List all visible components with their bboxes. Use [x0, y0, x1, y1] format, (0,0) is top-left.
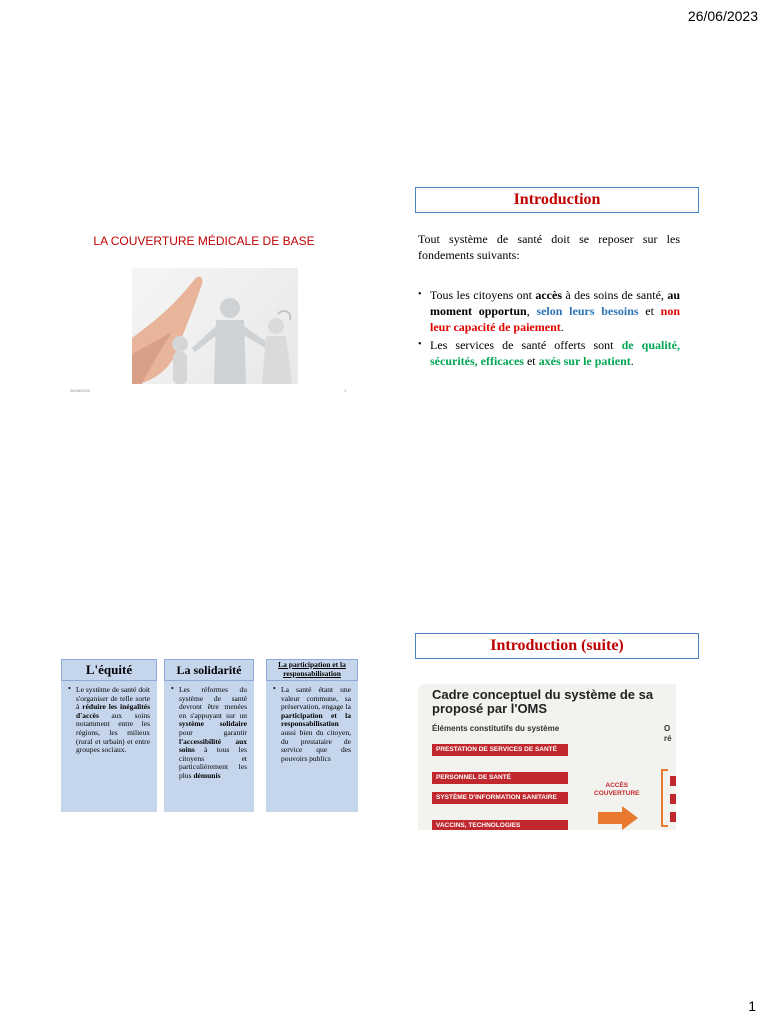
figure-subtitle: Éléments constitutifs du système — [432, 724, 560, 733]
slide2-bullet-list — [418, 287, 680, 369]
column-solidarity-title: La solidarité — [164, 659, 254, 681]
figure-access-label: ACCÈS COUVERTURE — [594, 782, 640, 797]
slide2-title: Introduction — [415, 187, 699, 213]
who-framework-figure — [418, 684, 676, 830]
figure-item-vaccines-technologies: VACCINS, TECHNOLOGIES — [432, 820, 568, 830]
slide2-intro: Tout système de santé doit se reposer sur les fondements suivants: — [418, 232, 680, 262]
figure-right-label: O ré — [664, 724, 672, 743]
page-date: 26/06/2023 — [687, 8, 758, 24]
slide2-body — [418, 231, 680, 371]
column-solidarity-body: • Les réformes du système de santé devront être menées en s'appuyant sur un système solidaire pour garantir l'accessibilité aux soins à tous les citoyens et particulièrement les plus démunis — [164, 681, 254, 812]
figure-item-service-delivery: PRESTATION DE SERVICES DE SANTÉ — [432, 744, 568, 756]
bracket-icon — [656, 768, 676, 830]
page-number: 1 — [748, 998, 756, 1014]
column-participation-body: • La santé étant une valeur commune, sa préservation, engage la participation et la responsabilisation aussi bien du citoyen, du prestataire de service que des pouvoirs publics — [266, 681, 358, 812]
right-arrow-icon — [598, 806, 638, 830]
slide2-bullet-access: • Tous les citoyens ont accès à des soins de santé, au moment opportun, selon leurs besoins et non leur capacité de paiement. — [418, 287, 680, 335]
figure-item-information-system: SYSTÈME D'INFORMATION SANITAIRE — [432, 792, 568, 804]
figure-item-health-workforce: PERSONNEL DE SANTÉ — [432, 772, 568, 784]
slide1-footer-number: 1 — [344, 388, 347, 393]
family-hand-image — [132, 268, 298, 384]
column-participation-title: La participation et la responsabilisation — [266, 659, 358, 681]
column-equity-title: L'équité — [61, 659, 157, 681]
slide4-title: Introduction (suite) — [415, 633, 699, 659]
figure-title: Cadre conceptuel du système de sa proposé par l'OMS — [432, 687, 654, 716]
column-equity-body: • Le système de santé doit s'organiser de telle sorte à réduire les inégalités d'accès aux soins notamment entre les régions, les milieux (rural et urbain) et entre groupes sociaux. — [61, 681, 157, 812]
slide1-title: LA COUVERTURE MÉDICALE DE BASE — [93, 234, 315, 248]
slide2-bullet-quality: • Les services de santé offerts sont de qualité, sécurités, efficaces et axés sur le patient. — [418, 337, 680, 369]
slide1-footer-date: 26/06/2023 — [70, 388, 91, 393]
